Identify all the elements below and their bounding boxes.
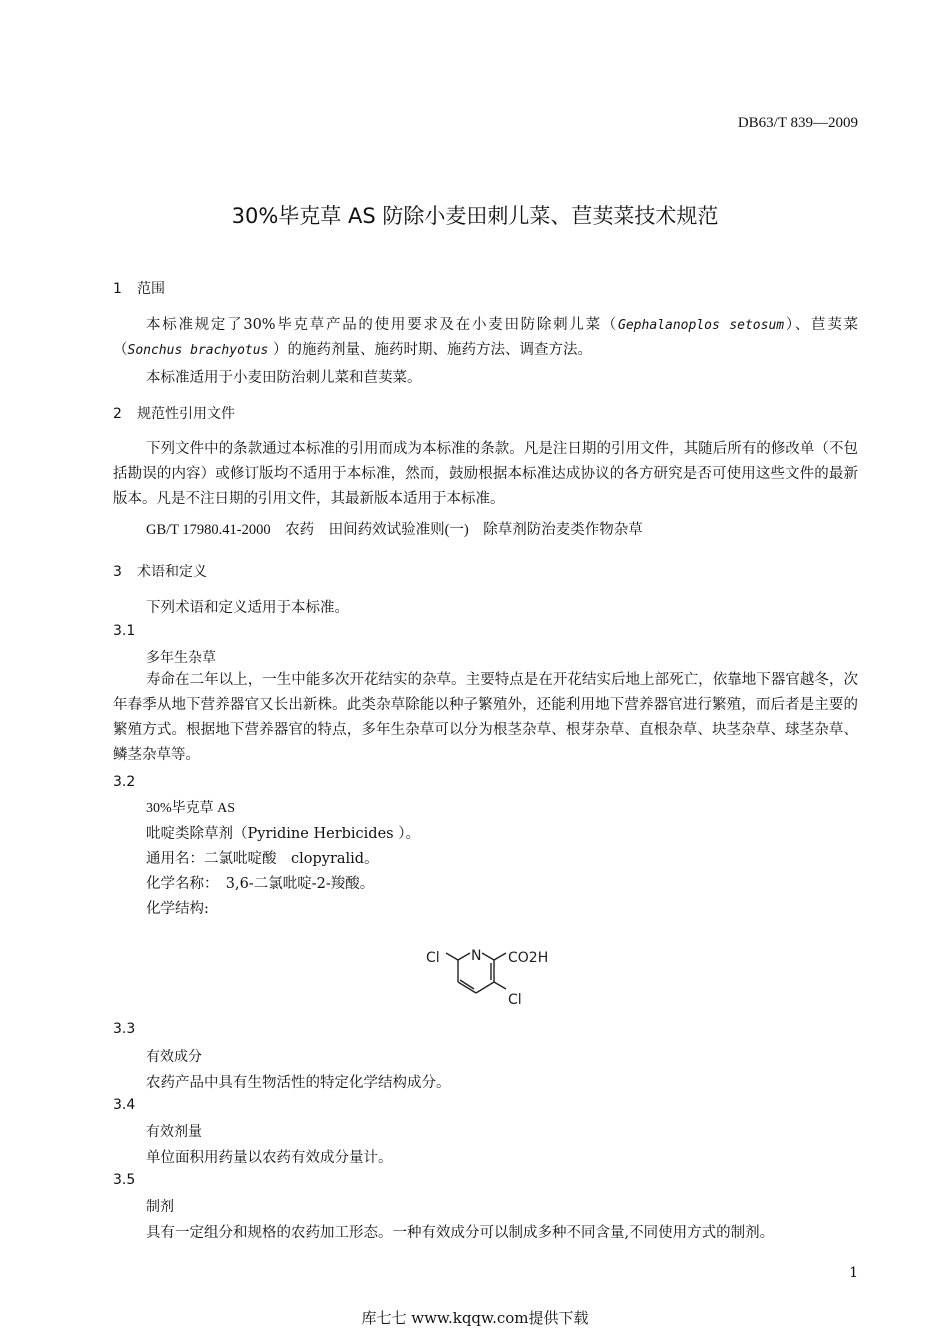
section-2-heading: [113, 403, 235, 423]
term-definition: 农药产品中具有生物活性的特定化学结构成分。: [146, 1075, 451, 1091]
section-title: 规范性引用文件: [137, 406, 235, 422]
clause-number: 3.2: [113, 774, 136, 790]
section-1-paragraph: [113, 313, 858, 363]
section-1-heading: [113, 278, 165, 298]
chem-label-n: N: [471, 948, 482, 964]
chemical-structure: [420, 942, 560, 1012]
term-title: 30%毕克草 AS: [146, 801, 236, 816]
term-definition: 单位面积用药量以农药有效成分量计。: [146, 1150, 393, 1166]
section-2-paragraph: 下列文件中的条款通过本标准的引用而成为本标准的条款。凡是注日期的引用文件，其随后所有的修改单（不包括勘误的内容）或修订版均不适用于本标准，然而，鼓励根据本标准达成协议的各方研究是否可使用这些文件的最新版本。凡是不注日期的引用文件，其最新版本适用于本标准。: [113, 441, 858, 507]
term-definition: 具有一定组分和规格的农药加工形态。一种有效成分可以制成多种不同含量,不同使用方式的制剂。: [146, 1225, 775, 1241]
term-title: 有效成分: [146, 1049, 202, 1065]
chem-label-co2h: CO2H: [508, 950, 549, 966]
section-number: 1: [113, 281, 122, 297]
scientific-name: Gephalanoplos setosum: [618, 318, 785, 333]
chem-label-cl: Cl: [508, 992, 522, 1008]
term-line: [146, 822, 420, 843]
term-line: 化学名称： 3,6-二氯吡啶-2-羧酸。: [146, 876, 375, 892]
section-3-intro: 下列术语和定义适用于本标准。: [146, 600, 349, 616]
clause-number: 3.3: [113, 1021, 136, 1037]
clause-number: 3.1: [113, 623, 136, 639]
document-number: DB63/T 839—2009: [737, 115, 858, 131]
page-title: 30%毕克草 AS 防除小麦田刺儿菜、苣荬菜技术规范: [231, 204, 719, 228]
term-title: 有效剂量: [146, 1124, 202, 1140]
section-number: 3: [113, 564, 122, 580]
text: ）的施药剂量、施药时期、施药方法、调查方法。: [268, 342, 592, 358]
text: ）、苣荬菜（: [113, 317, 858, 358]
section-title: 术语和定义: [137, 564, 207, 580]
term-line: 化学结构:: [146, 901, 209, 917]
section-number: 2: [113, 406, 122, 422]
text: 本标准规定了30%毕克草产品的使用要求及在小麦田防除刺儿菜（: [146, 317, 619, 333]
normative-reference: GB/T 17980.41-2000 农药 田间药效试验准则(一) 除草剂防治麦类作物杂草: [146, 522, 643, 538]
scientific-name: Sonchus brachyotus: [127, 343, 269, 358]
chem-label-cl: Cl: [426, 950, 440, 966]
term-title: 多年生杂草: [146, 650, 216, 666]
term-definition: 寿命在二年以上，一生中能多次开花结实的杂草。主要特点是在开花结实后地上部死亡，依靠地下器官越冬，次年春季从地下营养器官又长出新株。此类杂草除能以种子繁殖外，还能利用地下营养器官进行繁殖，而后者是主要的繁殖方式。根据地下营养器官的特点，多年生杂草可以分为根茎杂草、根芽杂草、直根杂草、块茎杂草、球茎杂草、鳞茎杂草等。: [113, 672, 858, 763]
term-line: 通用名：二氯吡啶酸 clopyralid。: [146, 851, 379, 867]
section-1-scope: 本标准适用于小麦田防治刺儿菜和苣荬菜。: [146, 370, 422, 386]
page-number: 1: [849, 1265, 858, 1281]
text: 吡啶类除草剂（Pyridine Herbicides ）。: [146, 826, 420, 842]
section-title: 范围: [137, 281, 165, 297]
clause-number: 3.4: [113, 1097, 136, 1113]
footer-watermark: 库七七 www.kqqw.com提供下载: [361, 1309, 589, 1327]
section-3-heading: [113, 561, 207, 581]
clause-number: 3.5: [113, 1172, 136, 1188]
term-title: 制剂: [146, 1199, 174, 1215]
